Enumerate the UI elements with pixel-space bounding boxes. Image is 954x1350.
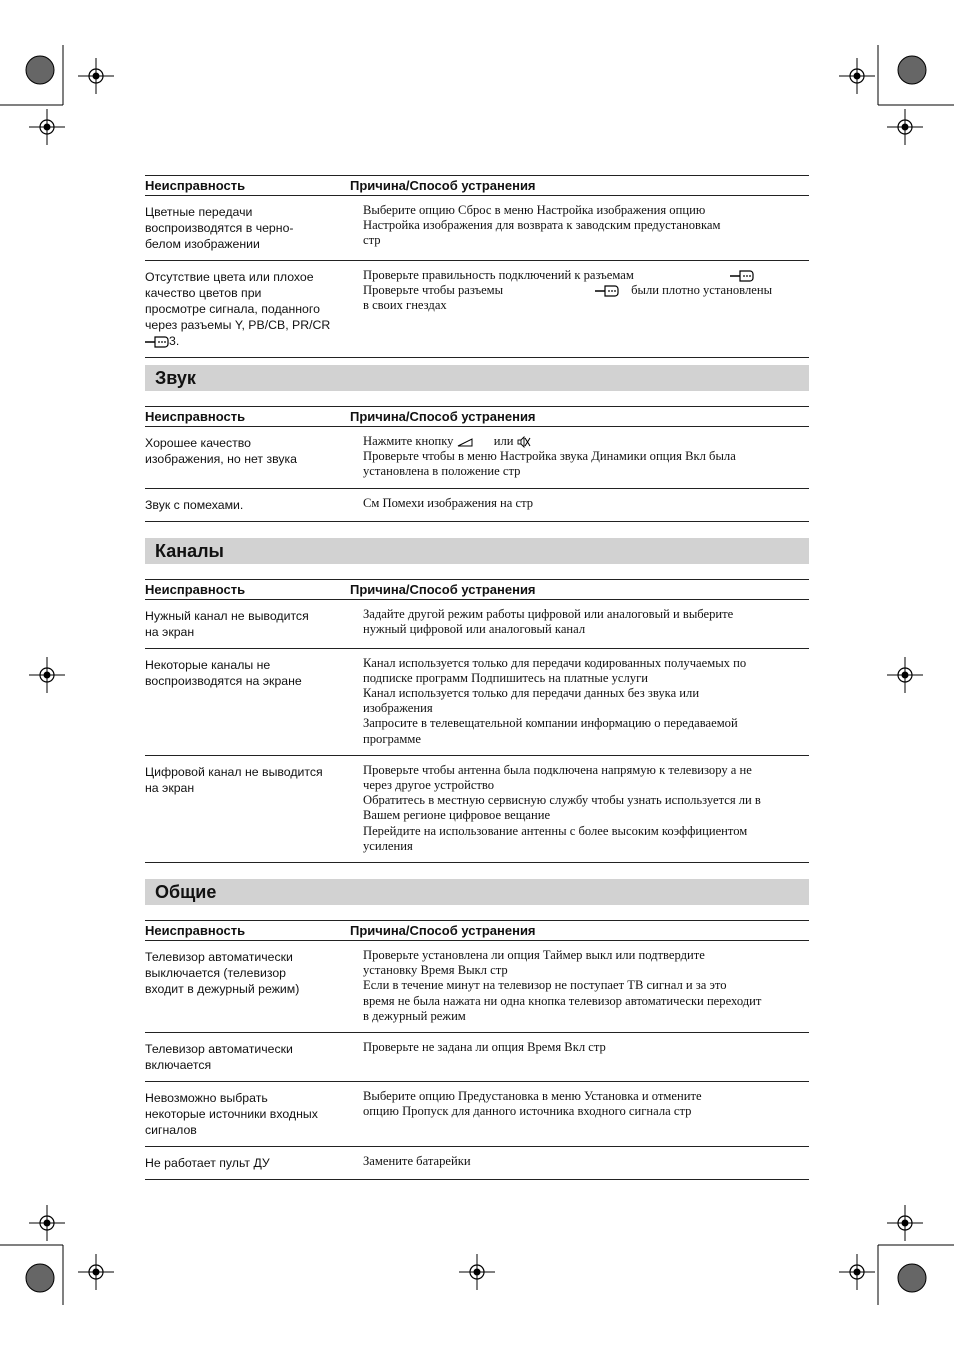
channels-table: [145, 579, 809, 863]
problem-cell: Звук с помехами.: [145, 497, 244, 512]
table-header: Неисправность Причина/Способ устранения: [145, 921, 809, 941]
solution-cell: Проверьте установлена ли опция Таймер выкл или подтвердите установку Время Выкл стр Если в течение минут на телевизор не поступает ТВ сигнал и за это время не была нажата ни одна кнопка телевизор автоматически переходит в дежурный режим: [363, 948, 762, 1023]
general-table: [145, 920, 809, 1180]
problem-cell: Нужный канал не выводится на экран: [145, 608, 309, 639]
solution-cell: Проверьте чтобы антенна была подключена напрямую к телевизору а не через другое устройство Обратитесь в местную сервисную службу чтобы узнать используется ли в Вашем регионе цифровое вещание Перейдите на использование антенны с более высоким коэффициентом усиления: [363, 762, 761, 853]
table-row: [145, 489, 809, 522]
table-row: [145, 941, 809, 1033]
problem-cell: Некоторые каналы не воспроизводятся на экране: [145, 657, 302, 688]
solution-cell: Нажмите кнопку или Проверьте чтобы в меню Настройка звука Динамики опция Вкл была установлена в положение стр: [363, 434, 736, 479]
solution-cell: Выберите опцию Сброс в меню Настройка изображения опцию Настройка изображения для возврата к заводским предустановкам стр: [363, 203, 721, 248]
problem-cell: Телевизор автоматически включается: [145, 1042, 293, 1073]
problem-cell: Невозможно выбрать некоторые источники входных сигналов: [145, 1091, 318, 1138]
table-header: Неисправность Причина/Способ устранения: [145, 580, 809, 600]
solution-cell: См Помехи изображения на стр: [363, 495, 534, 510]
table-row: [145, 1147, 809, 1180]
solution-cell: Канал используется только для передачи кодированных получаемых по подписке программ Подпишитесь на платные услуги Канал используется только для передачи данных без звука или изображения Запросите в телевещательной компании информацию о передаваемой программе: [363, 655, 747, 746]
problem-cell: Цветные передачи воспроизводятся в черно- белом изображении: [145, 205, 294, 251]
solution-cell: Проверьте не задана ли опция Время Вкл стр: [363, 1040, 606, 1055]
component-input-icon: [730, 270, 754, 282]
problem-cell: Отсутствие цвета или плохое качество цветов при просмотре сигнала, поданного через разъемы Y, PB/CB, PR/CR 3.: [145, 270, 331, 348]
volume-up-icon: [457, 437, 475, 447]
header-solution: Причина/Способ устранения: [350, 178, 536, 193]
section-heading-sound: Звук: [145, 365, 809, 391]
mute-icon: [517, 436, 531, 448]
component-input-icon: [145, 336, 169, 348]
problem-cell: Хорошее качество изображения, но нет звука: [145, 436, 297, 466]
solution-cell: Задайте другой режим работы цифровой или аналоговый и выберите нужный цифровой или аналоговый канал: [363, 606, 734, 636]
table-row: [145, 756, 809, 863]
table-row: [145, 196, 809, 261]
section-heading-channels: Каналы: [145, 538, 809, 564]
table-header: [145, 176, 809, 196]
solution-cell: Замените батарейки: [363, 1154, 471, 1169]
table-row: [145, 1033, 809, 1082]
component-input-icon: [595, 285, 619, 297]
solution-cell: Выберите опцию Предустановка в меню Установка и отмените опцию Пропуск для данного источника входного сигнала стр: [363, 1089, 702, 1119]
table-row: [145, 600, 809, 649]
table-row: [145, 261, 809, 358]
solution-cell: Проверьте правильность подключений к разъемам Проверьте чтобы разъемы были плотно установлены в своих гнездах: [363, 268, 773, 313]
problem-cell: Телевизор автоматически выключается (телевизор входит в дежурный режим): [145, 950, 300, 997]
header-problem: Неисправность: [145, 178, 246, 193]
table-row: [145, 1082, 809, 1147]
section-heading-general: Общие: [145, 879, 809, 905]
table-row: [145, 649, 809, 756]
troubleshooting-content: [145, 175, 809, 1180]
table-header: Неисправность Причина/Способ устранения: [145, 407, 809, 427]
picture-table: [145, 175, 809, 358]
sound-table: [145, 406, 809, 522]
table-row: [145, 427, 809, 489]
problem-cell: Не работает пульт ДУ: [145, 1156, 270, 1171]
problem-cell: Цифровой канал не выводится на экран: [145, 764, 323, 795]
